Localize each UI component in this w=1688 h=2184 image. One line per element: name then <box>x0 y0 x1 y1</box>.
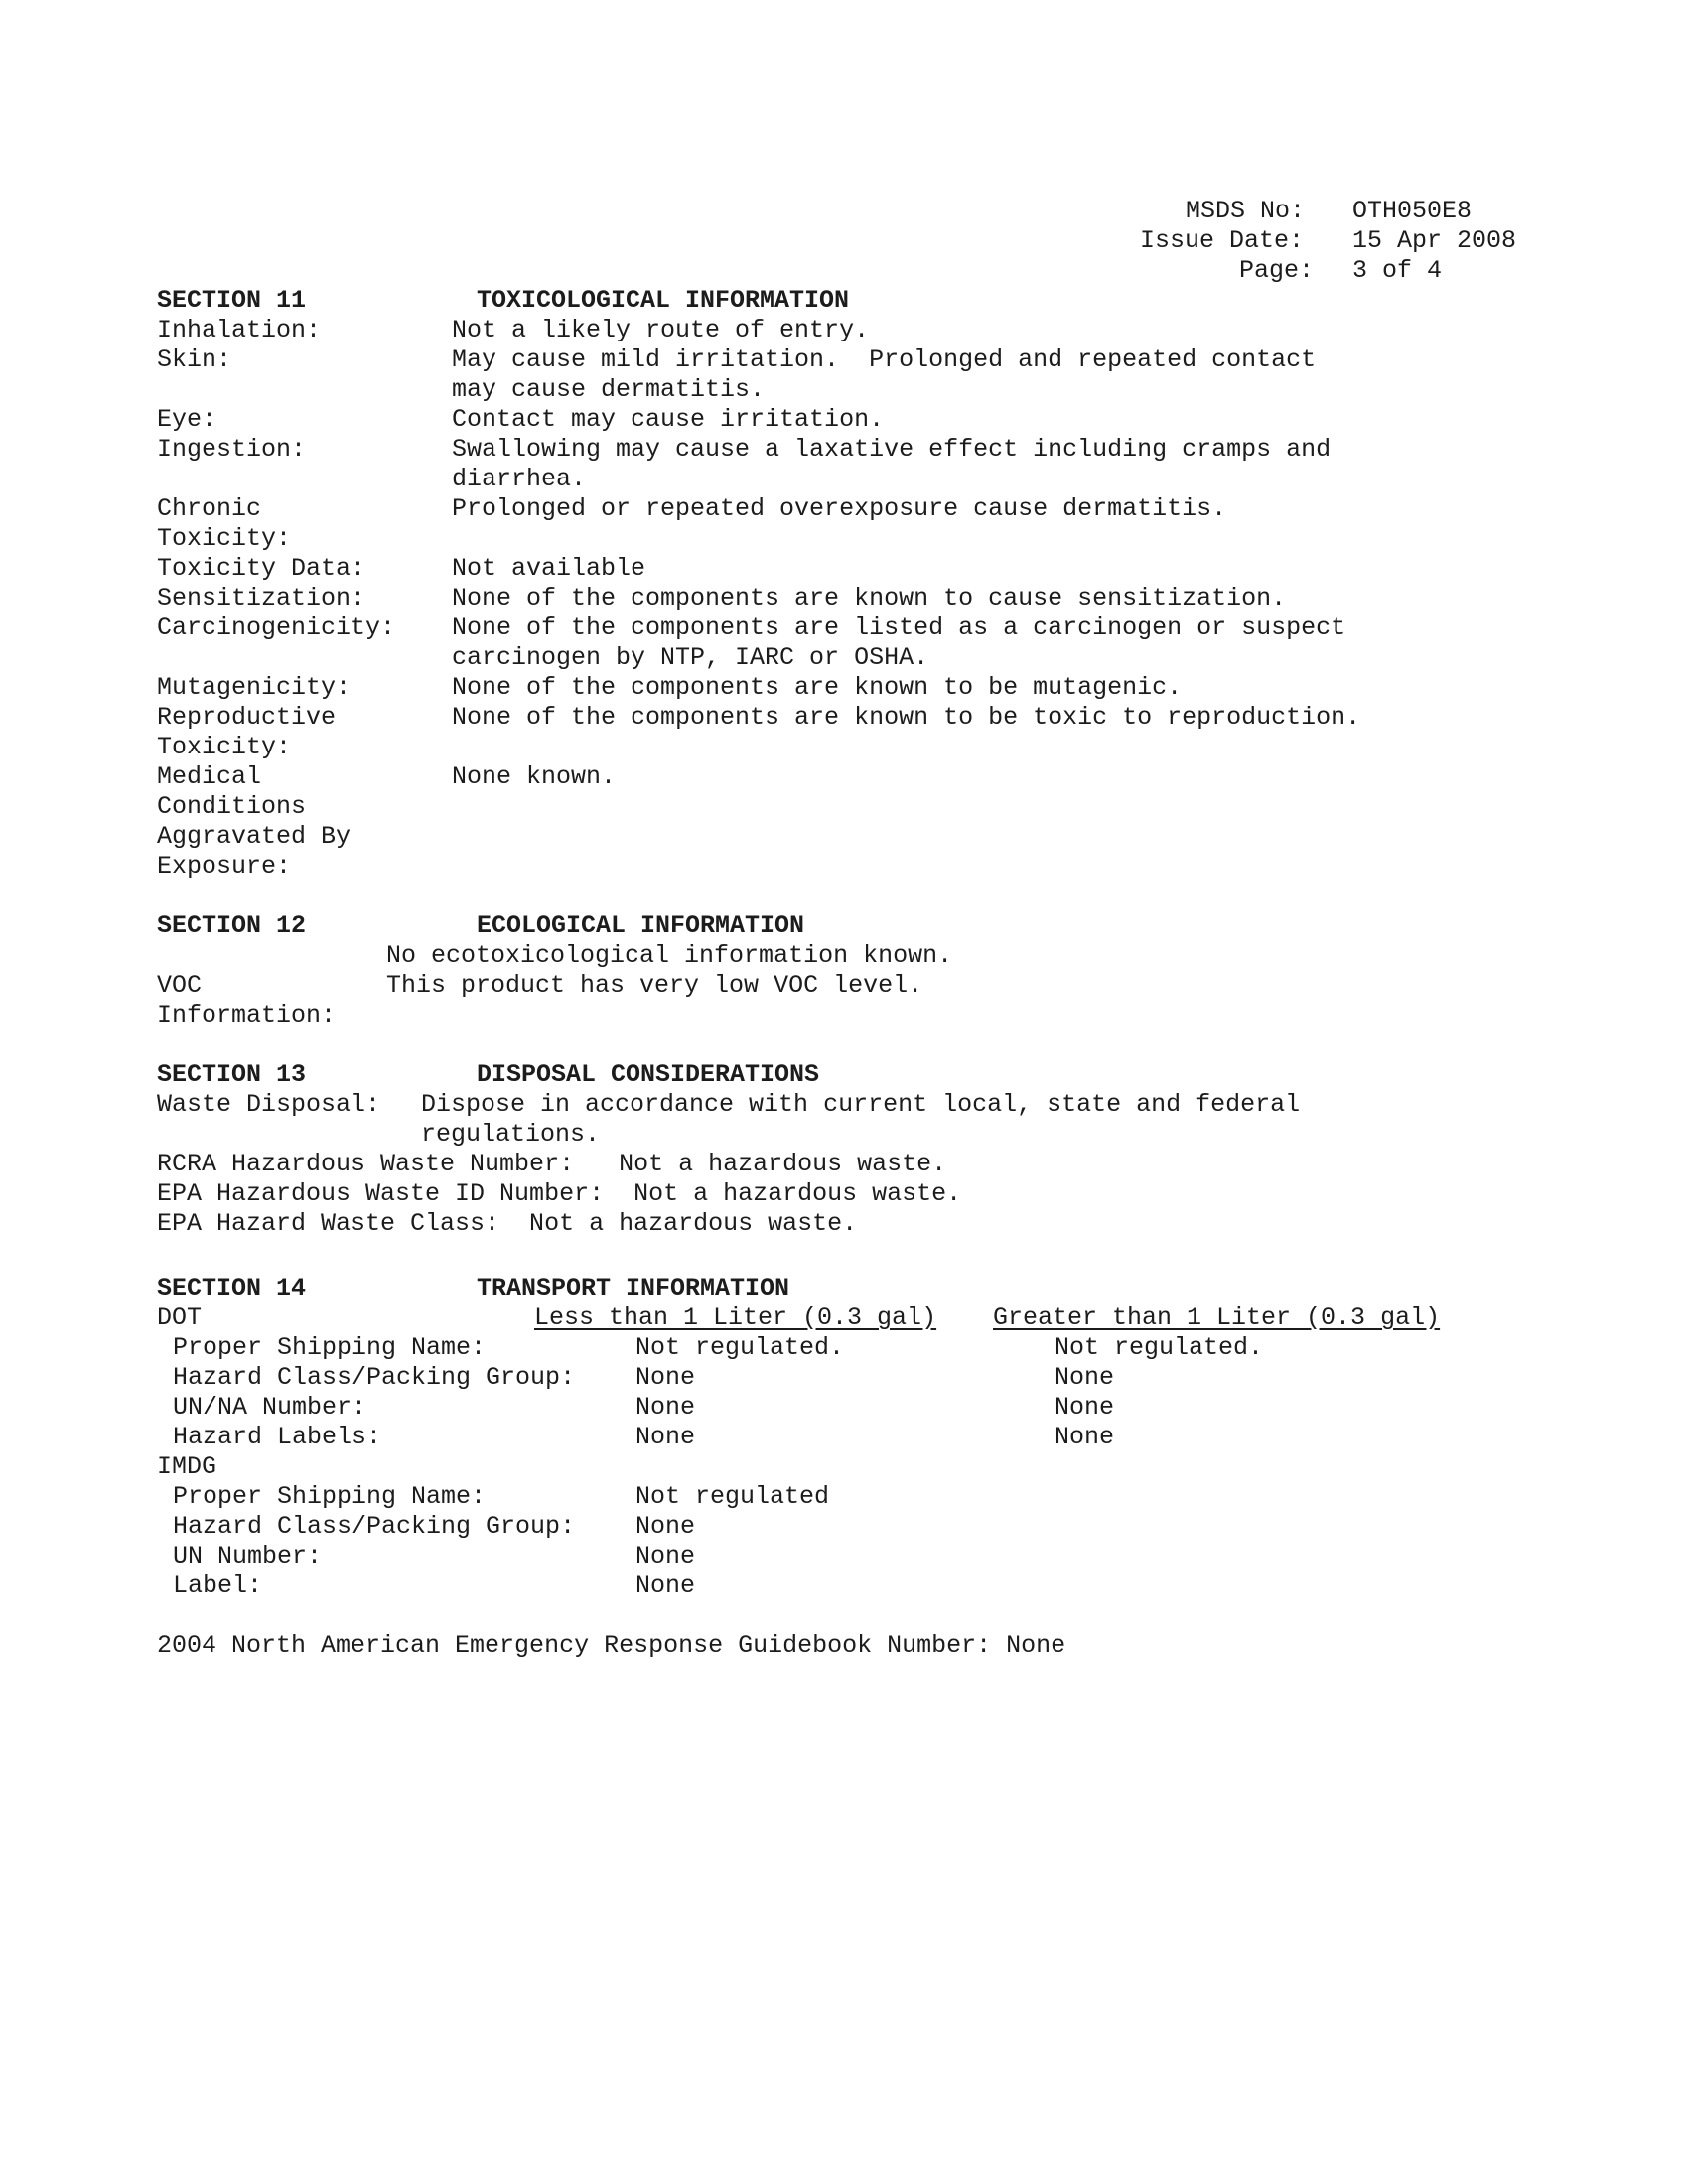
page-label: Page: <box>1239 256 1315 285</box>
section-11-number: SECTION 11 <box>157 286 307 315</box>
dot-un-na-number-label: UN/NA Number: <box>173 1393 367 1422</box>
reproductive-toxicity-label: Reproductive Toxicity: <box>157 703 337 761</box>
imdg-label-value: None <box>635 1571 696 1600</box>
imdg-shipping-name-label: Proper Shipping Name: <box>173 1482 487 1511</box>
waste-disposal-label: Waste Disposal: <box>157 1090 381 1119</box>
imdg-shipping-name-value: Not regulated <box>635 1482 830 1511</box>
dot-shipping-name-label: Proper Shipping Name: <box>173 1333 487 1362</box>
chronic-toxicity-value: Prolonged or repeated overexposure cause dermatitis. <box>452 494 1227 523</box>
carcinogenicity-label: Carcinogenicity: <box>157 614 396 642</box>
skin-value: May cause mild irritation. Prolonged and repeated contact may cause dermatitis. <box>452 345 1317 404</box>
inhalation-label: Inhalation: <box>157 316 322 344</box>
inhalation-value: Not a likely route of entry. <box>452 316 870 344</box>
msds-number-value: OTH050E8 <box>1352 197 1473 225</box>
issue-date-value: 15 Apr 2008 <box>1352 226 1517 255</box>
section-12-title: ECOLOGICAL INFORMATION <box>477 911 805 940</box>
section-12-number: SECTION 12 <box>157 911 307 940</box>
imdg-hazard-class-value: None <box>635 1512 696 1541</box>
section-14-number: SECTION 14 <box>157 1274 307 1302</box>
dot-hazard-labels-large: None <box>1055 1423 1115 1451</box>
dot-hazard-labels-small: None <box>635 1423 696 1451</box>
dot-hazard-class-small: None <box>635 1363 696 1392</box>
ecotox-statement: No ecotoxicological information known. <box>386 941 953 970</box>
skin-label: Skin: <box>157 345 232 374</box>
chronic-toxicity-label: Chronic Toxicity: <box>157 494 292 553</box>
imdg-un-number-value: None <box>635 1542 696 1570</box>
mutagenicity-label: Mutagenicity: <box>157 673 352 702</box>
dot-un-na-number-large: None <box>1055 1393 1115 1422</box>
imdg-un-number-label: UN Number: <box>173 1542 323 1570</box>
dot-heading: DOT <box>157 1303 203 1332</box>
dot-hazard-class-large: None <box>1055 1363 1115 1392</box>
dot-shipping-name-small: Not regulated. <box>635 1333 845 1362</box>
medical-conditions-label: Medical Conditions Aggravated By Exposure: <box>157 762 352 881</box>
rcra-waste-number: RCRA Hazardous Waste Number: Not a hazardous waste. <box>157 1150 947 1178</box>
emergency-guidebook-number: 2004 North American Emergency Response Guidebook Number: None <box>157 1631 1066 1660</box>
sensitization-value: None of the components are known to cause sensitization. <box>452 584 1287 613</box>
dot-hazard-labels-label: Hazard Labels: <box>173 1423 382 1451</box>
column-less-than-1-liter: Less than 1 Liter (0.3 gal) <box>534 1303 937 1332</box>
toxicity-data-label: Toxicity Data: <box>157 554 366 583</box>
voc-label: VOC Information: <box>157 971 337 1029</box>
eye-value: Contact may cause irritation. <box>452 405 885 434</box>
medical-conditions-value: None known. <box>452 762 617 791</box>
epa-waste-class: EPA Hazard Waste Class: Not a hazardous waste. <box>157 1209 858 1238</box>
toxicity-data-value: Not available <box>452 554 646 583</box>
sensitization-label: Sensitization: <box>157 584 366 613</box>
imdg-heading: IMDG <box>157 1452 217 1481</box>
dot-shipping-name-large: Not regulated. <box>1055 1333 1264 1362</box>
imdg-hazard-class-label: Hazard Class/Packing Group: <box>173 1512 576 1541</box>
section-13-title: DISPOSAL CONSIDERATIONS <box>477 1060 820 1089</box>
section-13-number: SECTION 13 <box>157 1060 307 1089</box>
ingestion-value: Swallowing may cause a laxative effect including cramps and diarrhea. <box>452 435 1332 493</box>
epa-waste-id: EPA Hazardous Waste ID Number: Not a hazardous waste. <box>157 1179 962 1208</box>
issue-date-label: Issue Date: <box>1140 226 1305 255</box>
column-greater-than-1-liter: Greater than 1 Liter (0.3 gal) <box>993 1303 1441 1332</box>
section-11-title: TOXICOLOGICAL INFORMATION <box>477 286 850 315</box>
dot-un-na-number-small: None <box>635 1393 696 1422</box>
eye-label: Eye: <box>157 405 217 434</box>
ingestion-label: Ingestion: <box>157 435 307 464</box>
waste-disposal-value: Dispose in accordance with current local, state and federal regulations. <box>421 1090 1301 1149</box>
imdg-label-label: Label: <box>173 1571 263 1600</box>
page-value: 3 of 4 <box>1352 256 1443 285</box>
voc-value: This product has very low VOC level. <box>386 971 923 1000</box>
section-14-title: TRANSPORT INFORMATION <box>477 1274 790 1302</box>
mutagenicity-value: None of the components are known to be mutagenic. <box>452 673 1183 702</box>
dot-hazard-class-label: Hazard Class/Packing Group: <box>173 1363 576 1392</box>
msds-number-label: MSDS No: <box>1186 197 1306 225</box>
reproductive-toxicity-value: None of the components are known to be toxic to reproduction. <box>452 703 1361 732</box>
carcinogenicity-value: None of the components are listed as a carcinogen or suspect carcinogen by NTP, IARC or OSHA. <box>452 614 1346 672</box>
